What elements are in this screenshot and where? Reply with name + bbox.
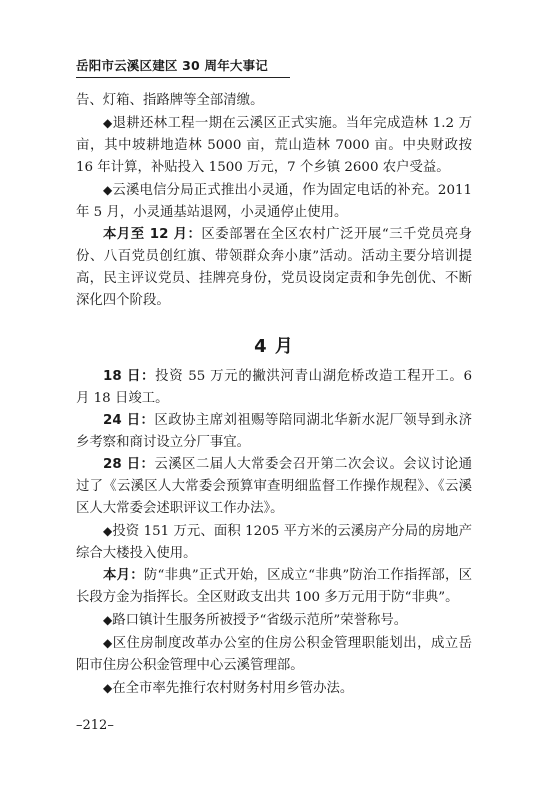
entry-text: 云溪区二届人大常委会召开第二次会议。会议讨论通过了《云溪区人大常委会预算审查明细监督工作操作规程》、《云溪区人大常委会述职评议工作办法》。 — [76, 457, 472, 516]
entry-text: 云溪电信分局正式推出小灵通，作为固定电话的补充。2011 年 5 月，小灵通基站退网，小灵通停止使用。 — [76, 183, 472, 220]
entry-text: 投资 55 万元的撇洪河青山湖危桥改造工程开工。6 月 18 日竣工。 — [76, 369, 472, 406]
entry-text: 区委部署在全区农村广泛开展“三千党员亮身份、八百党员创红旗、带领群众奔小康”活动。活动主要分培训提高，民主评议党员、挂牌亮身份，党员设岗定责和争先创优、不断深化四个阶段。 — [76, 227, 472, 308]
entry-paragraph — [76, 609, 472, 632]
entry-date-lead: 28 日： — [103, 457, 155, 472]
entry-text: 路口镇计生服务所被授予“省级示范所”荣誉称号。 — [112, 613, 408, 628]
entry-paragraph — [76, 410, 472, 454]
page-number: –212– — [76, 718, 114, 733]
entry-text: 区政协主席刘祖赐等陪同湖北华新水泥厂领导到永济乡考察和商讨设立分厂事宜。 — [76, 413, 472, 450]
entry-paragraph — [76, 677, 472, 700]
entry-date-lead: 24 日： — [103, 413, 155, 428]
previous-month-entries — [76, 90, 472, 312]
entry-paragraph — [76, 224, 472, 312]
diamond-bullet-icon: ◆ — [103, 116, 113, 130]
entry-text: 区住房制度改革办公室的住房公积金管理职能划出，成立岳阳市住房公积金管理中心云溪管理部。 — [76, 636, 473, 673]
entry-paragraph — [76, 112, 472, 179]
month-heading: 4 月 — [254, 336, 294, 357]
running-header: 岳阳市云溪区建区 30 周年大事记 — [76, 58, 268, 73]
entry-paragraph — [76, 366, 472, 410]
entry-date-lead: 本月： — [103, 568, 144, 583]
entry-date-lead: 本月至 12 月： — [103, 227, 202, 242]
continuation-paragraph: 告、灯箱、指路牌等全部清缴。 — [76, 93, 264, 108]
diamond-bullet-icon: ◆ — [103, 524, 113, 538]
entry-text: 投资 151 万元、面积 1205 平方米的云溪房产分局的房地产综合大楼投入使用。 — [76, 524, 472, 561]
diamond-bullet-icon: ◆ — [103, 613, 113, 627]
entry-date-lead: 18 日： — [103, 369, 156, 384]
entry-text: 防“非典”正式开始，区成立“非典”防治工作指挥部，区长段方金为指挥长。全区财政支出共 100 多万元用于防“非典”。 — [76, 568, 472, 605]
diamond-bullet-icon: ◆ — [103, 636, 113, 650]
entry-paragraph — [76, 454, 472, 520]
entry-text: 在全市率先推行农村财务村用乡管办法。 — [112, 681, 354, 696]
header-rule — [76, 77, 290, 78]
april-entries — [76, 366, 472, 700]
diamond-bullet-icon: ◆ — [103, 183, 113, 197]
entry-paragraph — [76, 520, 472, 565]
entry-text: 退耕还林工程一期在云溪区正式实施。当年完成造林 1.2 万亩，其中坡耕地造林 5000 亩，荒山造林 7000 亩。中央财政按 16 年计算，补贴投入 1500 万元，7 个乡镇 2600 农户受益。 — [76, 116, 472, 175]
entry-paragraph — [76, 632, 472, 677]
diamond-bullet-icon: ◆ — [103, 681, 113, 695]
entry-paragraph — [76, 179, 472, 224]
entry-paragraph — [76, 565, 472, 609]
